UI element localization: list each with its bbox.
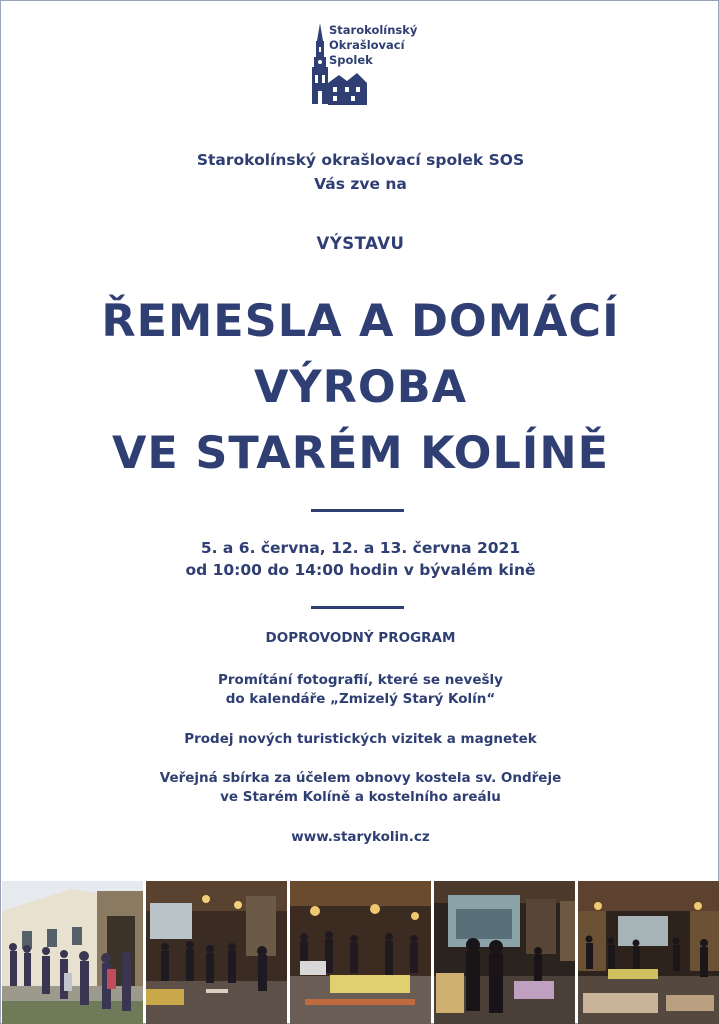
logo-text [329, 23, 417, 68]
program-item-3-line-2: ve Starém Kolíně a kostelního areálu [220, 789, 501, 805]
time-place: od 10:00 do 14:00 hodin v bývalém kině [185, 561, 536, 579]
program-item-1-line-1: Promítání fotografií, které se nevešly [218, 672, 503, 688]
program-heading: DOPROVODNÝ PROGRAM [265, 630, 456, 646]
exhibition-title [1, 289, 719, 487]
event-type: VÝSTAVU [316, 234, 405, 253]
photo-hall-2 [290, 881, 431, 1024]
title-line-2: VÝROBA [253, 362, 468, 413]
program-item-3-line-1: Veřejná sbírka za účelem obnovy kostela sv. Ondřeje [159, 770, 562, 786]
program-item-sale [1, 730, 719, 749]
schedule [1, 537, 719, 581]
program-item-photos [1, 671, 719, 709]
divider-2 [311, 606, 404, 609]
divider-1 [311, 509, 404, 512]
logo [311, 23, 418, 105]
dates: 5. a 6. června, 12. a 13. června 2021 [200, 539, 521, 557]
intro [1, 148, 719, 196]
program-item-collection [1, 769, 719, 807]
logo-line-2: Okrašlovací [329, 38, 405, 52]
website-link[interactable]: www.starykolin.cz [291, 829, 430, 845]
photo-hall-3 [434, 881, 575, 1024]
logo-line-1: Starokolínský [329, 23, 418, 37]
photo-hall-4 [578, 881, 719, 1024]
photo-hall-1 [146, 881, 287, 1024]
program-item-1-line-2: do kalendáře „Zmizelý Starý Kolín“ [225, 691, 496, 707]
title-line-3: VE STARÉM KOLÍNĚ [111, 428, 610, 479]
photo-strip [2, 881, 719, 1024]
organizer-name: Starokolínský okrašlovací spolek SOS [196, 151, 525, 169]
title-line-1: ŘEMESLA A DOMÁCÍ [101, 296, 620, 347]
invitation-text: Vás zve na [314, 175, 407, 193]
program-item-2: Prodej nových turistických vizitek a magnetek [184, 731, 537, 747]
photo-courtyard [2, 881, 143, 1024]
logo-line-3: Spolek [329, 53, 373, 67]
